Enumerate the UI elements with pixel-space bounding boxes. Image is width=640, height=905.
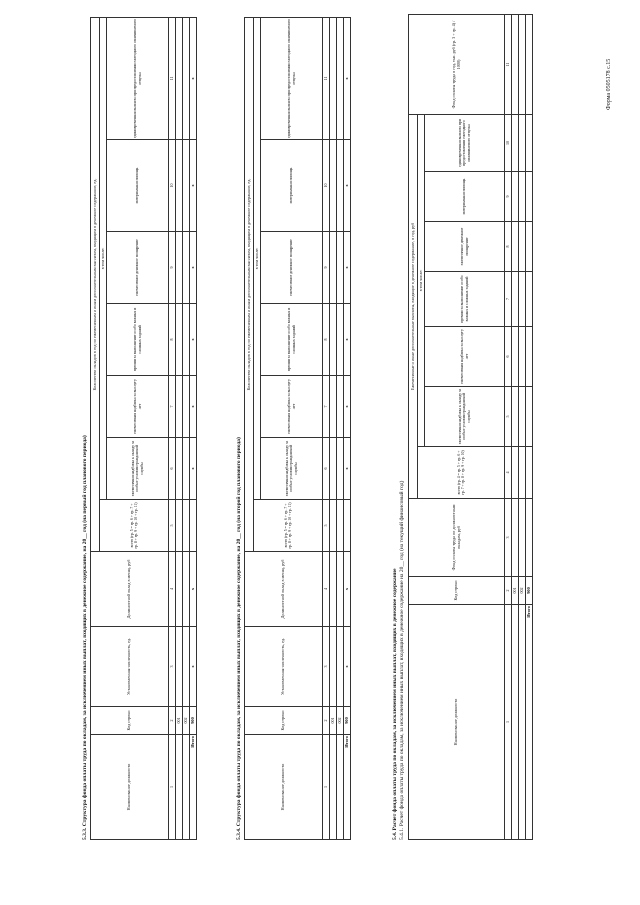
cell-c10[interactable]: [512, 115, 519, 172]
total-c11: x: [190, 17, 197, 139]
total-fund-total[interactable]: [526, 15, 533, 115]
hdr-name: Наименование должности: [245, 735, 323, 840]
hdr-fund-total: Фонд оплаты труда в год, тыс. руб (гр. 3 + гр. 4) / 1000): [409, 15, 505, 115]
total-c8: x: [190, 304, 197, 376]
hdr-c7: ежемесячная надбавка за выслугу лет: [261, 376, 323, 438]
total-c7: x: [190, 376, 197, 438]
total-label: Итого: [190, 735, 197, 840]
hdr-c11: единовременная выплата при предоставлении ежегодного оплачиваемого отпуска: [107, 17, 169, 139]
cell-staff[interactable]: [183, 627, 190, 707]
hdr-incl: в том числе:: [100, 17, 107, 499]
hdr-c8: премии за выполнение особо важных и сложных заданий: [261, 304, 323, 376]
col-num: 7: [505, 272, 512, 327]
hdr-total: всего (гр. 5 = гр. 6 + гр. 7 + гр. 8 + гр. 9 + гр. 10 + гр. 11): [100, 500, 169, 552]
total-c9: x: [190, 232, 197, 304]
hdr-c6: ежемесячная надбавка к окладу за особые условия гражданской службы: [261, 438, 323, 500]
total-c10: x: [344, 140, 351, 232]
table-row: [512, 15, 519, 840]
cell-c7[interactable]: [176, 376, 183, 438]
cell-salary[interactable]: [330, 552, 337, 627]
cell-c8[interactable]: [183, 304, 190, 376]
cell-total[interactable]: [183, 500, 190, 552]
cell-fund-total[interactable]: [519, 15, 526, 115]
total-c6: x: [344, 438, 351, 500]
hdr-c8: премии за выполнение особо важных и сложных заданий: [107, 304, 169, 376]
hdr-group: Ежемесячные и иные дополнительные выплаты, входящие в денежное содержание, в год, руб: [409, 115, 418, 499]
hdr-c5: ежемесячная надбавка к окладу за особые условия гражданской службы: [425, 387, 505, 447]
col-num: 8: [505, 222, 512, 272]
col-num: 6: [505, 327, 512, 387]
total-c10: x: [190, 140, 197, 232]
col-num: 10: [323, 140, 330, 232]
hdr-c10: материальная помощь: [261, 140, 323, 232]
total-fund-salary[interactable]: [526, 499, 533, 577]
cell-c7[interactable]: [183, 376, 190, 438]
cell-fund-total[interactable]: [512, 15, 519, 115]
cell-total[interactable]: [330, 500, 337, 552]
hdr-incl: в том числе:: [254, 17, 261, 499]
col-num: 11: [505, 15, 512, 115]
cell-code: 001: [330, 707, 337, 735]
col-num: 2: [169, 707, 176, 735]
cell-c10[interactable]: [176, 140, 183, 232]
table-row: [330, 17, 337, 839]
cell-c5[interactable]: [512, 387, 519, 447]
hdr-staff: Установленная численность, ед.: [91, 627, 169, 707]
hdr-salary: Должностной оклад в месяц, руб: [245, 552, 323, 627]
col-num: 4: [323, 552, 330, 627]
table-541: [408, 14, 533, 840]
hdr-c10: единовременная выплата при предоставлении ежегодного оплачиваемого отпуска: [425, 115, 505, 172]
hdr-c8: ежемесячное денежное поощрение: [425, 222, 505, 272]
hdr-total: всего (гр. 5 = гр. 6 + гр. 7 + гр. 8 + гр. 9 + гр. 10 + гр. 11): [254, 500, 323, 552]
hdr-c9: ежемесячное денежное поощрение: [107, 232, 169, 304]
table-row: [337, 17, 344, 839]
hdr-c7: премии за выполнение особо важных и сложных заданий: [425, 272, 505, 327]
hdr-c10: материальная помощь: [107, 140, 169, 232]
col-num: 3: [323, 627, 330, 707]
table-row: [183, 17, 190, 839]
form-code: Форма 0505178 с.15: [606, 58, 612, 110]
col-num: 1: [505, 605, 512, 840]
cell-c10[interactable]: [519, 115, 526, 172]
cell-fund-salary[interactable]: [512, 499, 519, 577]
cell-c9[interactable]: [337, 232, 344, 304]
hdr-staff: Установленная численность, ед.: [245, 627, 323, 707]
col-num: 8: [169, 304, 176, 376]
hdr-c6: ежемесячная надбавка к окладу за особые условия гражданской службы: [107, 438, 169, 500]
cell-total[interactable]: [176, 500, 183, 552]
cell-c8[interactable]: [519, 222, 526, 272]
total-c9[interactable]: [526, 172, 533, 222]
col-num: 5: [505, 387, 512, 447]
table-533: [90, 17, 197, 840]
section-subtitle-541: 5.4.1. Расчет фонда оплаты труда по окладам, за исключением иных выплат, входящих в денежное содержание на 20__ год (на текущий финансовый год): [399, 480, 405, 840]
cell-total[interactable]: [519, 447, 526, 499]
hdr-c9: материальная помощь: [425, 172, 505, 222]
cell-c8[interactable]: [512, 222, 519, 272]
hdr-total: всего (гр. 4 = гр. 5 + гр. 6 + гр. 7 + гр. 8 + гр. 9 + гр. 10): [418, 447, 505, 499]
total-label: Итого: [526, 605, 533, 840]
cell-c9[interactable]: [330, 232, 337, 304]
total-c10[interactable]: [526, 115, 533, 172]
col-num: 9: [169, 232, 176, 304]
total-c8[interactable]: [526, 222, 533, 272]
col-num: 4: [505, 447, 512, 499]
cell-c9[interactable]: [183, 232, 190, 304]
cell-c11[interactable]: [330, 17, 337, 139]
col-num: 1: [169, 735, 176, 840]
hdr-incl: в том числе:: [418, 115, 425, 447]
cell-c8[interactable]: [337, 304, 344, 376]
cell-name[interactable]: [330, 735, 337, 840]
section-title-533: 5.3.3. Структура фонда оплаты труда по окладам, за исключением иных выплат, входящих в денежное содержание, на 20__ год (на первый год планового периода): [82, 435, 88, 840]
total-sum[interactable]: [190, 500, 197, 552]
col-num: 3: [505, 499, 512, 577]
col-num: 6: [323, 438, 330, 500]
cell-staff[interactable]: [330, 627, 337, 707]
hdr-c7: ежемесячная надбавка за выслугу лет: [107, 376, 169, 438]
hdr-c9: ежемесячное денежное поощрение: [261, 232, 323, 304]
cell-c5[interactable]: [519, 387, 526, 447]
total-c5[interactable]: [526, 387, 533, 447]
total-code: 900: [190, 707, 197, 735]
col-num: 3: [169, 627, 176, 707]
hdr-fund-salary: Фонд оплаты труда по должностным окладам, руб: [409, 499, 505, 577]
total-row: [344, 17, 351, 839]
cell-code: 002: [519, 577, 526, 605]
hdr-c11: единовременная выплата при предоставлении ежегодного оплачиваемого отпуска: [261, 17, 323, 139]
cell-name[interactable]: [176, 735, 183, 840]
cell-code: 001: [176, 707, 183, 735]
cell-c6[interactable]: [519, 327, 526, 387]
hdr-salary: Должностной оклад в месяц, руб: [91, 552, 169, 627]
col-num: 10: [505, 115, 512, 172]
cell-c11[interactable]: [337, 17, 344, 139]
cell-c6[interactable]: [337, 438, 344, 500]
cell-salary[interactable]: [176, 552, 183, 627]
cell-c10[interactable]: [183, 140, 190, 232]
hdr-c6: ежемесячная надбавка за выслугу лет: [425, 327, 505, 387]
table-row: [176, 17, 183, 839]
cell-c7[interactable]: [337, 376, 344, 438]
total-code: 900: [344, 707, 351, 735]
cell-name[interactable]: [519, 605, 526, 840]
cell-c6[interactable]: [330, 438, 337, 500]
total-code: 900: [526, 577, 533, 605]
hdr-group: Количество окладов в год по ежемесячным и иным дополнительным выплатам, входящим в денежное содержание, ед.: [91, 17, 100, 551]
cell-c8[interactable]: [330, 304, 337, 376]
cell-c6[interactable]: [183, 438, 190, 500]
total-sum[interactable]: [526, 447, 533, 499]
cell-code: 002: [183, 707, 190, 735]
col-num: 7: [323, 376, 330, 438]
hdr-code: Код строки: [245, 707, 323, 735]
cell-name[interactable]: [512, 605, 519, 840]
cell-staff[interactable]: [337, 627, 344, 707]
total-staff: x: [344, 627, 351, 707]
section-title-534: 5.3.4. Структура фонда оплаты труда по окладам, за исключением иных выплат, входящих в денежное содержание, на 20__ год (на второй год планового периода): [236, 437, 242, 840]
table-534: [244, 17, 351, 840]
cell-c9[interactable]: [512, 172, 519, 222]
cell-c7[interactable]: [519, 272, 526, 327]
cell-fund-salary[interactable]: [519, 499, 526, 577]
col-num: 10: [169, 140, 176, 232]
cell-name[interactable]: [183, 735, 190, 840]
total-label: Итого: [344, 735, 351, 840]
cell-c9[interactable]: [176, 232, 183, 304]
total-row: [526, 15, 533, 840]
cell-name[interactable]: [337, 735, 344, 840]
table-row: [519, 15, 526, 840]
col-num: 11: [169, 17, 176, 139]
cell-c7[interactable]: [512, 272, 519, 327]
cell-total[interactable]: [512, 447, 519, 499]
col-num: 2: [505, 577, 512, 605]
total-c11: x: [344, 17, 351, 139]
section-title-54: 5.4. Расчет фонда оплаты труда по окладам, за исключением иных выплат, входящих в денежное содержание: [392, 568, 398, 840]
col-num: 11: [323, 17, 330, 139]
total-c9: x: [344, 232, 351, 304]
total-c7[interactable]: [526, 272, 533, 327]
col-num: 1: [323, 735, 330, 840]
col-num: 5: [169, 500, 176, 552]
cell-c6[interactable]: [512, 327, 519, 387]
hdr-group: Количество окладов в год по ежемесячным и иным дополнительным выплатам, входящим в денежное содержание, ед.: [245, 17, 254, 551]
cell-code: 001: [512, 577, 519, 605]
col-num: 4: [169, 552, 176, 627]
cell-total[interactable]: [337, 500, 344, 552]
cell-c8[interactable]: [176, 304, 183, 376]
total-c6[interactable]: [526, 327, 533, 387]
col-num: 6: [169, 438, 176, 500]
cell-c7[interactable]: [330, 376, 337, 438]
cell-staff[interactable]: [176, 627, 183, 707]
cell-c6[interactable]: [176, 438, 183, 500]
cell-code: 002: [337, 707, 344, 735]
col-num: 9: [505, 172, 512, 222]
hdr-code: Код строки: [91, 707, 169, 735]
total-salary: x: [190, 552, 197, 627]
hdr-name: Наименование должности: [409, 605, 505, 840]
col-num: 9: [323, 232, 330, 304]
total-salary: x: [344, 552, 351, 627]
col-num: 8: [323, 304, 330, 376]
col-num: 7: [169, 376, 176, 438]
hdr-code: Код строки: [409, 577, 505, 605]
cell-salary[interactable]: [337, 552, 344, 627]
hdr-name: Наименование должности: [91, 735, 169, 840]
cell-c10[interactable]: [330, 140, 337, 232]
col-num: 5: [323, 500, 330, 552]
total-c8: x: [344, 304, 351, 376]
cell-c11[interactable]: [176, 17, 183, 139]
cell-salary[interactable]: [183, 552, 190, 627]
col-num: 2: [323, 707, 330, 735]
cell-c9[interactable]: [519, 172, 526, 222]
cell-c11[interactable]: [183, 17, 190, 139]
total-c7: x: [344, 376, 351, 438]
total-c6: x: [190, 438, 197, 500]
total-staff: x: [190, 627, 197, 707]
cell-c10[interactable]: [337, 140, 344, 232]
total-row: [190, 17, 197, 839]
total-sum[interactable]: [344, 500, 351, 552]
